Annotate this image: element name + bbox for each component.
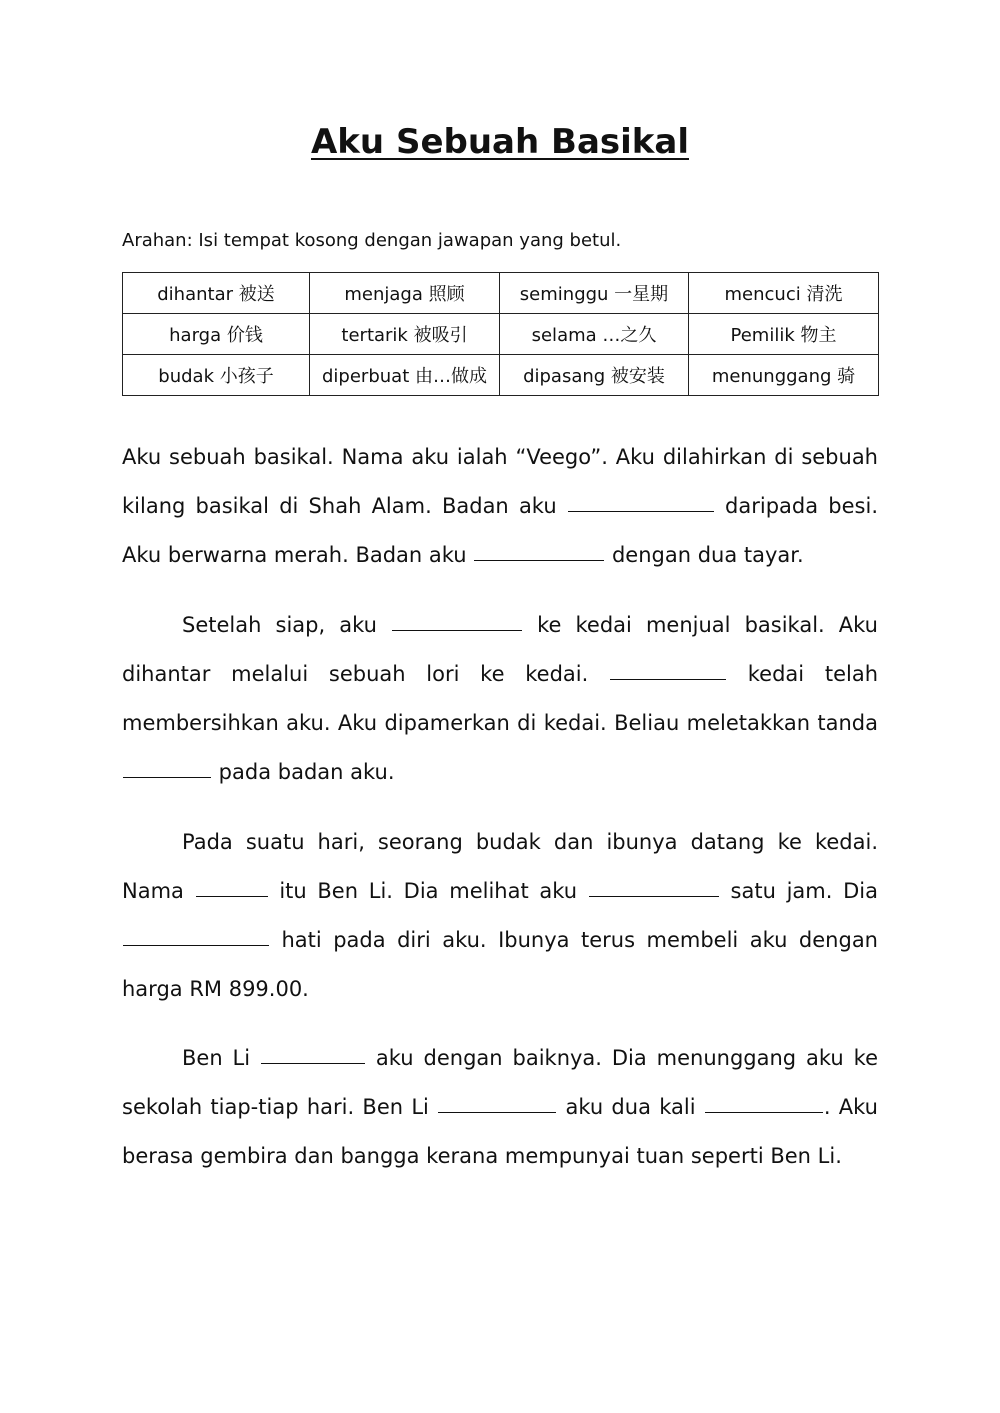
word-bank-cell: diperbuat 由…做成 [310,355,500,396]
word-bank-cell: seminggu 一星期 [500,273,689,314]
paragraph-1: Aku sebuah basikal. Nama aku ialah “Veego”. Aku dilahirkan di sebuah kilang basikal di Shah Alam. Badan aku daripada besi. Aku berwarna merah. Badan aku dengan dua tayar. [122,445,878,567]
word-bank-cell: menjaga 照顾 [310,273,500,314]
word-bank-cell: harga 价钱 [123,314,310,355]
answer-blank[interactable] [438,1111,556,1113]
word-bank-cell: dihantar 被送 [123,273,310,314]
word-bank-cell: Pemilik 物主 [689,314,879,355]
word-bank-cell: mencuci 清洗 [689,273,879,314]
word-bank-row [123,273,879,314]
answer-blank[interactable] [568,510,714,512]
instruction-text: Arahan: Isi tempat kosong dengan jawapan yang betul. [122,230,622,251]
word-bank-cell: budak 小孩子 [123,355,310,396]
word-bank-table [122,272,879,396]
word-bank-row [123,355,879,396]
answer-blank[interactable] [123,776,211,778]
answer-blank[interactable] [196,895,268,897]
paragraph-2: Setelah siap, aku ke kedai menjual basikal. Aku dihantar melalui sebuah lori ke kedai. kedai telah membersihkan aku. Aku dipamerkan di kedai. Beliau meletakkan tanda pada badan aku. [122,613,878,784]
answer-blank[interactable] [392,629,522,631]
answer-blank[interactable] [705,1111,823,1113]
worksheet-title: Aku Sebuah Basikal [310,122,689,162]
answer-blank[interactable] [261,1062,365,1064]
answer-blank[interactable] [610,678,726,680]
word-bank-cell: menunggang 骑 [689,355,879,396]
answer-blank[interactable] [123,944,269,946]
word-bank-cell: dipasang 被安装 [500,355,689,396]
word-bank-cell: tertarik 被吸引 [310,314,500,355]
answer-blank[interactable] [589,895,719,897]
word-bank-cell: selama …之久 [500,314,689,355]
answer-blank[interactable] [474,559,604,561]
paragraph-3: Pada suatu hari, seorang budak dan ibunya datang ke kedai. Nama itu Ben Li. Dia melihat aku satu jam. Dia hati pada diri aku. Ibunya terus membeli aku dengan harga RM 899.00. [122,830,878,1001]
word-bank-row [123,314,879,355]
paragraph-4: Ben Li aku dengan baiknya. Dia menunggang aku ke sekolah tiap-tiap hari. Ben Li aku dua kali . Aku berasa gembira dan bangga kerana mempunyai tuan seperti Ben Li. [122,1046,878,1168]
